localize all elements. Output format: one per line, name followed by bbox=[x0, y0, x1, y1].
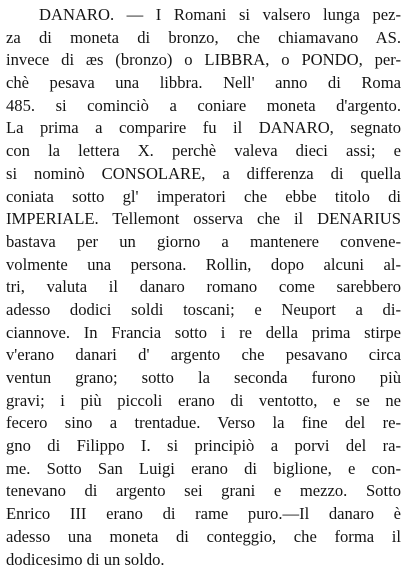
text-line: La prima a comparire fu il DANARO, segnato bbox=[6, 117, 401, 140]
text-line: volmente una persona. Rollin, dopo alcuni al- bbox=[6, 254, 401, 277]
text-line: IMPERIALE. Tellemont osserva che il DENARIUS bbox=[6, 208, 401, 231]
text-line: me. Sotto San Luigi erano di biglione, e con- bbox=[6, 458, 401, 481]
text-line: gno di Filippo I. si principiò a porvi del ra- bbox=[6, 435, 401, 458]
text-line: dodicesimo di un soldo. bbox=[6, 549, 401, 571]
text-line: con la lettera X. perchè valeva dieci assi; e bbox=[6, 140, 401, 163]
text-line: tri, valuta il danaro romano come sarebbero bbox=[6, 276, 401, 299]
text-line: Enrico III erano di rame puro.—Il danaro è bbox=[6, 503, 401, 526]
text-line: za di moneta di bronzo, che chiamavano AS. bbox=[6, 27, 401, 50]
text-line: chè pesava una libbra. Nell' anno di Roma bbox=[6, 72, 401, 95]
text-line: coniata sotto gl' imperatori che ebbe titolo di bbox=[6, 186, 401, 209]
text-line: v'erano danari d' argento che pesavano circa bbox=[6, 344, 401, 367]
text-line: si nominò CONSOLARE, a differenza di quella bbox=[6, 163, 401, 186]
article-text bbox=[6, 4, 401, 571]
text-line: bastava per un giorno a mantenere convene- bbox=[6, 231, 401, 254]
text-line: invece di æs (bronzo) o LIBBRA, o PONDO, per- bbox=[6, 49, 401, 72]
text-line: 485. si cominciò a coniare moneta d'argento. bbox=[6, 95, 401, 118]
text-line: ventun grano; sotto la seconda furono più bbox=[6, 367, 401, 390]
text-line: tenevano di argento sei grani e mezzo. Sotto bbox=[6, 480, 401, 503]
text-line: adesso dodici soldi toscani; e Neuport a di- bbox=[6, 299, 401, 322]
text-line: adesso una moneta di conteggio, che forma il bbox=[6, 526, 401, 549]
text-line: fecero sino a trentadue. Verso la fine del re- bbox=[6, 412, 401, 435]
text-line: ciannove. In Francia sotto i re della prima stirpe bbox=[6, 322, 401, 345]
text-line: gravi; i più piccoli erano di ventotto, e se ne bbox=[6, 390, 401, 413]
text-line: DANARO. — I Romani si valsero lunga pez- bbox=[6, 4, 401, 27]
